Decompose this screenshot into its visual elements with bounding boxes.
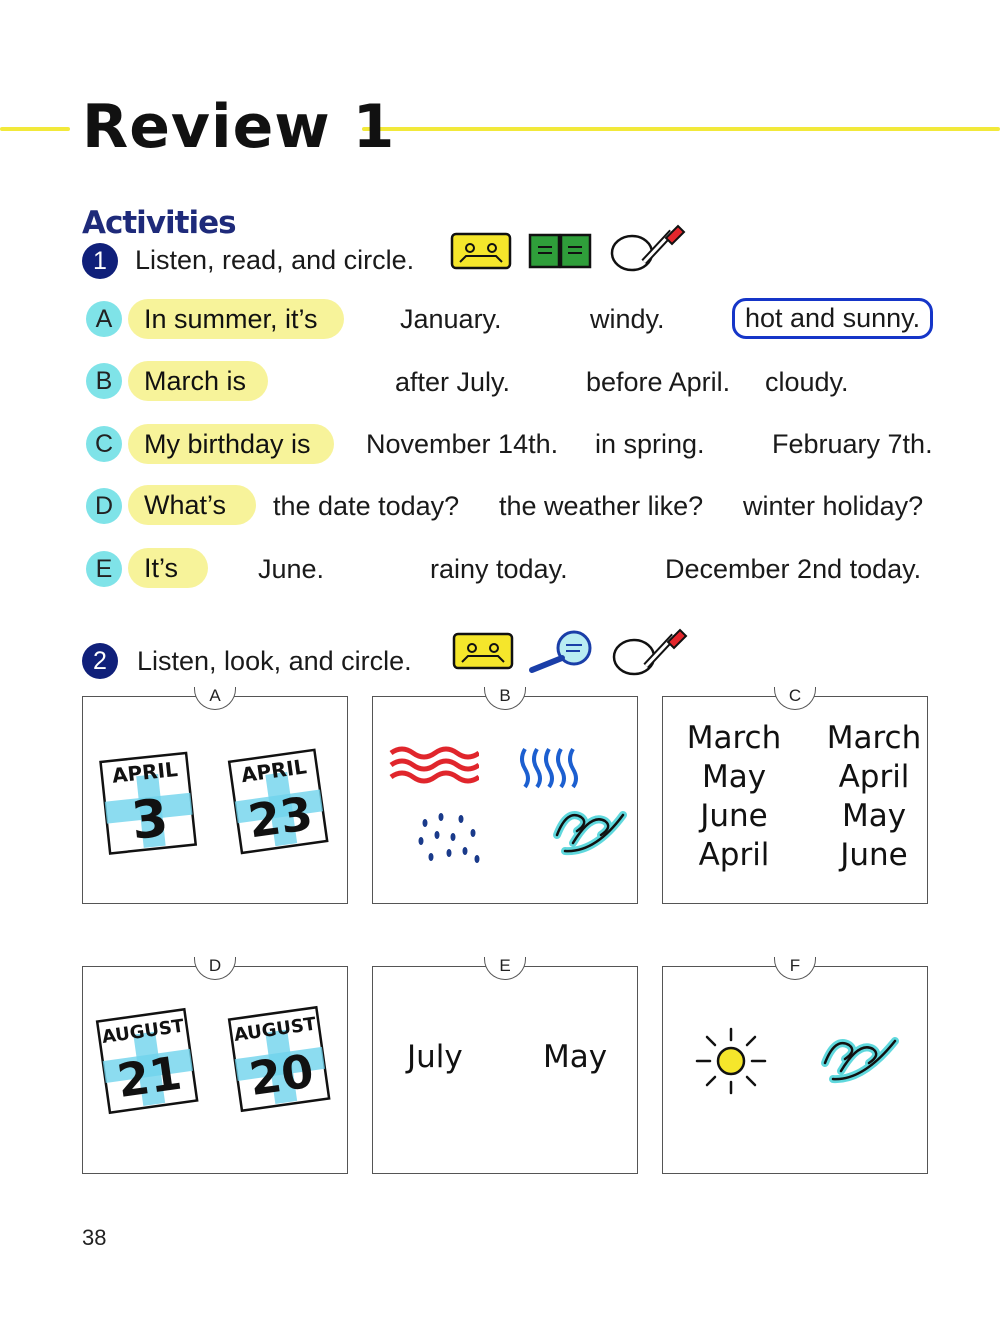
row-e-option-2[interactable]: rainy today. [430,554,568,584]
row-b-option-2[interactable]: before April. [586,367,731,397]
picture-box-d[interactable] [82,956,348,1174]
row-d-option-3[interactable]: winter holiday? [743,491,924,521]
month-list-left[interactable] [673,719,795,875]
title-underline-left [0,127,70,131]
sun-icon[interactable] [691,1025,771,1097]
row-c-option-1[interactable]: November 14th. [366,429,559,459]
month-text: June [840,837,908,873]
box-label-a: A [194,687,236,710]
calendar-icon[interactable] [89,1003,207,1118]
month-text: March [826,720,922,756]
row-e-option-1[interactable]: June. [258,554,325,584]
row-b-stem: March is [128,361,268,401]
calendar-month-text: APRIL [110,757,179,788]
box-label-d: D [194,957,236,980]
cold-icon[interactable] [517,745,587,791]
circle-pencil-icon [610,626,688,678]
calendar-day-text: 21 [113,1045,185,1109]
box-label-c: C [774,687,816,710]
month-text: June [700,798,768,834]
calendar-icon[interactable] [95,745,205,860]
box-label-f: F [774,957,816,980]
row-a-stem: In summer, it’s [128,299,344,339]
row-a-option-2[interactable]: windy. [590,304,665,334]
row-a-option-3-circled[interactable]: hot and sunny. [732,298,933,339]
row-b-option-3[interactable]: cloudy. [765,367,849,397]
activities-heading: Activities [82,205,236,241]
picture-box-b[interactable] [372,686,638,904]
title-underline-right [362,127,1000,131]
row-a-option-1[interactable]: January. [400,304,502,334]
rain-icon[interactable] [413,809,485,869]
row-b-option-1[interactable]: after July. [395,367,511,397]
row-letter-b: B [86,363,122,399]
box-label-e: E [484,957,526,980]
cassette-icon [450,232,512,270]
calendar-day-text: 20 [245,1043,317,1107]
hot-waves-icon[interactable] [387,745,479,787]
magnifier-icon [526,628,598,674]
row-letter-d: D [86,488,122,524]
row-d-option-1[interactable]: the date today? [273,491,460,521]
month-list-right[interactable] [813,719,935,875]
book-icon [528,232,592,270]
row-letter-a: A [86,301,122,337]
calendar-month-text: AUGUST [100,1015,186,1048]
calendar-month-text: AUGUST [232,1013,318,1046]
page-title: Review 1 [82,92,396,162]
picture-box-e[interactable] [372,956,638,1174]
month-text: April [698,837,770,873]
wind-icon[interactable] [551,805,631,857]
page-number: 38 [82,1225,107,1250]
section1-instruction: Listen, read, and circle. [135,245,415,275]
month-word-july[interactable]: July [407,1039,463,1075]
picture-box-f[interactable] [662,956,928,1174]
month-text: May [701,759,767,795]
wind-icon[interactable] [819,1031,903,1087]
circle-pencil-icon [608,222,686,274]
month-text: March [686,720,782,756]
section-number-1: 1 [82,243,118,279]
row-c-stem: My birthday is [128,424,334,464]
section-number-2: 2 [82,643,118,679]
box-label-b: B [484,687,526,710]
row-e-option-3[interactable]: December 2nd today. [665,554,922,584]
picture-box-a[interactable] [82,686,348,904]
row-c-option-2[interactable]: in spring. [595,429,705,459]
row-letter-c: C [86,426,122,462]
calendar-month-text: APRIL [239,754,309,788]
calendar-day-text: 3 [128,788,172,852]
month-text: April [838,759,910,795]
picture-box-c[interactable] [662,686,928,904]
row-d-option-2[interactable]: the weather like? [499,491,704,521]
month-text: May [841,798,907,834]
row-letter-e: E [86,551,122,587]
calendar-icon[interactable] [221,1001,339,1116]
row-c-option-3[interactable]: February 7th. [772,429,933,459]
calendar-day-text: 23 [244,786,316,849]
section2-instruction: Listen, look, and circle. [137,646,412,676]
row-d-stem: What’s [128,485,256,525]
row-e-stem: It’s [128,548,208,588]
calendar-icon[interactable] [225,743,337,858]
cassette-icon [452,632,514,670]
month-word-may[interactable]: May [543,1039,608,1075]
